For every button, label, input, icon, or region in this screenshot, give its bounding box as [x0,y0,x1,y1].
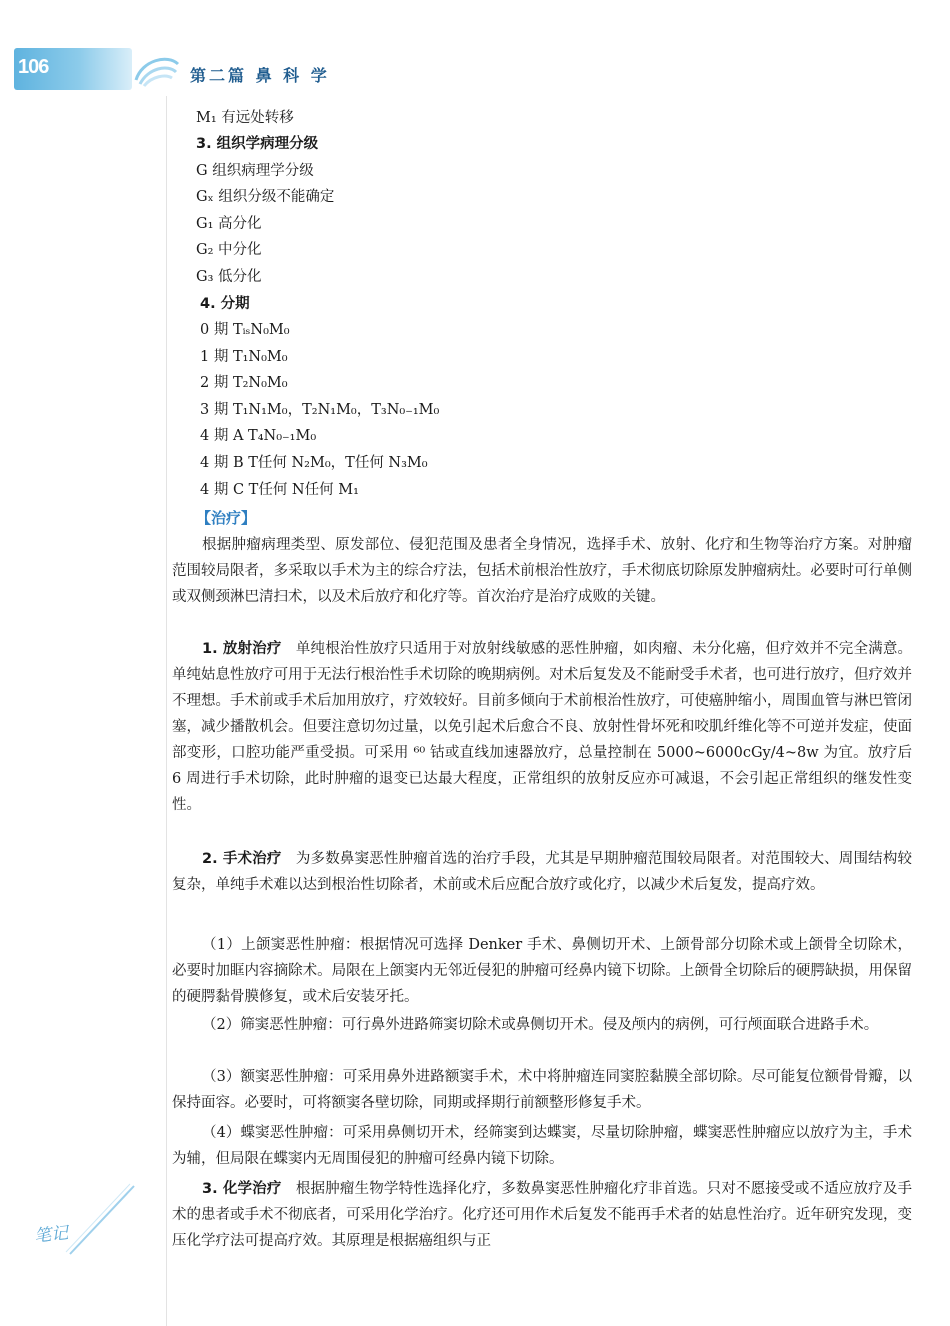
line-gx: Gₓ 组织分级不能确定 [196,189,335,205]
notes-label: 笔记 [33,1223,70,1247]
paragraph-maxillary: （1）上颌窦恶性肿瘤：根据情况可选择 Denker 手术、鼻侧切开术、上颌骨部分切除术或上颌骨全切除术，必要时加眶内容摘除术。局限在上颌窦内无邻近侵犯的肿瘤可经鼻内镜下切除。上颌骨全切除后的硬腭缺损，用保留的硬腭黏骨膜修复，或术后安装牙托。 [172,937,912,1005]
line-stage-4c: 4 期 C T任何 N任何 M₁ [200,482,359,498]
line-g3: G₃ 低分化 [196,269,262,285]
chemotherapy-heading: 3. 化学治疗 [202,1181,282,1197]
chapter-title: 第二篇 鼻 科 学 [190,66,330,85]
line-stage-0: 0 期 TᵢₛN₀M₀ [200,322,290,338]
line-stage-4b: 4 期 B T任何 N₂M₀，T任何 N₃M₀ [200,455,428,471]
paragraph-chemotherapy [172,1176,912,1254]
chemotherapy-body: 根据肿瘤生物学特性选择化疗，多数鼻窦恶性肿瘤化疗非首选。只对不愿接受或不适应放疗及手术的患者或手术不彻底者，可采用化学治疗。化疗还可用作术后复发不能再手术者的姑息性治疗。近年研究发现，变压化学疗法可提高疗效。其原理是根据癌组织与正 [172,1181,912,1249]
paragraph-sphenoid: （4）蝶窦恶性肿瘤：可采用鼻侧切开术，经筛窦到达蝶窦，尽量切除肿瘤，蝶窦恶性肿瘤应以放疗为主，手术为辅，但局限在蝶窦内无周围侵犯的肿瘤可经鼻内镜下切除。 [172,1125,912,1167]
radiotherapy-heading: 1. 放射治疗 [202,641,282,657]
swirl-logo-icon [128,46,184,90]
line-g1: G₁ 高分化 [196,216,262,232]
surgery-heading: 2. 手术治疗 [202,851,282,867]
paragraph-ethmoid: （2）筛窦恶性肿瘤：可行鼻外进路筛窦切除术或鼻侧切开术。侵及颅内的病例，可行颅面联合进路手术。 [202,1017,879,1033]
paragraph-frontal: （3）额窦恶性肿瘤：可采用鼻外进路额窦手术，术中将肿瘤连同窦腔黏膜全部切除。尽可能复位额骨骨瓣，以保持面容。必要时，可将额窦各壁切除，同期或择期行前额整形修复手术。 [172,1069,912,1111]
surgery-body: 为多数鼻窦恶性肿瘤首选的治疗手段，尤其是早期肿瘤范围较局限者。对范围较大、周围结构较复杂，单纯手术难以达到根治性切除者，术前或术后应配合放疗或化疗，以减少术后复发，提高疗效。 [172,851,912,893]
heading-grading: 3. 组织学病理分级 [196,136,319,152]
radiotherapy-body: 单纯根治性放疗只适用于对放射线敏感的恶性肿瘤，如肉瘤、未分化癌，但疗效并不完全满意。单纯姑息性放疗可用于无法行根治性手术切除的晚期病例。对术后复发及不能耐受手术者，也可进行放疗，但疗效并不理想。手术前或手术后加用放疗，疗效较好。目前多倾向于术前根治性放疗，可使癌肿缩小，周围血管与淋巴管闭塞，减少播散机会。但要注意切勿过量，以免引起术后愈合不良、放射性骨坏死和咬肌纤维化等不可逆并发症，使面部变形，口腔功能严重受损。可采用 ⁶⁰ 钴或直线加速器放疗，总量控制在 5000~6000cGy/4~8w 为宜。放疗后 6 周进行手术切除，此时肿瘤的退变已达最大程度，正常组织的放射反应亦可减退，不会引起正常组织的继发性变性。 [172,641,912,813]
line-g2: G₂ 中分化 [196,242,262,258]
pen-icon [60,1180,140,1260]
line-g: G 组织病理学分级 [196,163,314,179]
line-stage-3: 3 期 T₁N₁M₀，T₂N₁M₀，T₃N₀₋₁M₀ [200,402,440,418]
line-stage-2: 2 期 T₂N₀M₀ [200,375,288,391]
heading-staging: 4. 分期 [200,296,250,312]
line-m1: M₁ 有远处转移 [196,110,294,126]
paragraph-intro: 根据肿瘤病理类型、原发部位、侵犯范围及患者全身情况，选择手术、放射、化疗和生物等治疗方案。对肿瘤范围较局限者，多采取以手术为主的综合疗法，包括术前根治性放疗，手术彻底切除原发肿瘤病灶。必要时可行单侧或双侧颈淋巴清扫术，以及术后放疗和化疗等。首次治疗是治疗成败的关键。 [172,537,912,605]
page-number: 106 [18,56,49,78]
margin-rule [166,96,167,1326]
line-stage-4a: 4 期 A T₄N₀₋₁M₀ [200,428,317,444]
paragraph-radiotherapy [172,636,912,818]
section-title: 【治疗】 [196,509,257,527]
line-stage-1: 1 期 T₁N₀M₀ [200,349,288,365]
paragraph-surgery [172,846,912,898]
